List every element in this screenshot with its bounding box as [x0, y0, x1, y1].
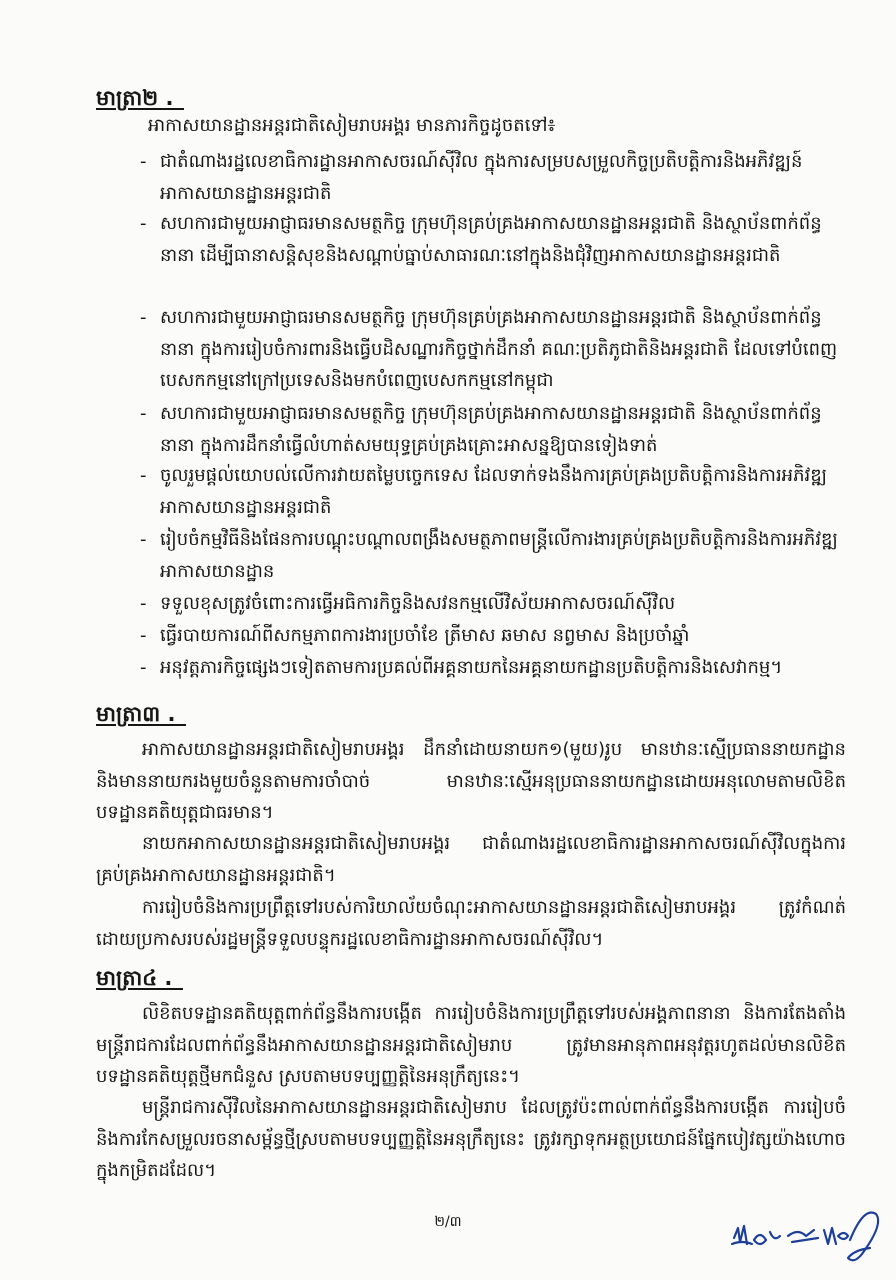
article-3-paragraph-1: អាកាសយានដ្ឋានអន្តរជាតិសៀមរាបអង្គរ ដឹកនាំដោយនាយក១(មួយ)រូប មានឋានៈស្មើប្រធាននាយកដ្ឋាន និងមាននាយករងមួយចំនួនតាមការចាំបាច់ មានឋានៈស្មើអនុប្រធាននាយកដ្ឋានដោយអនុលោមតាមលិខិតបទដ្ឋានគតិយុត្តជាធរមាន។: [96, 739, 846, 823]
article-3-paragraph-2: នាយកអាកាសយានដ្ឋានអន្តរជាតិសៀមរាបអង្គរ ជាតំណាងរដ្ឋលេខាធិការដ្ឋានអាកាសចរណ៍ស៊ីវិលក្នុងការគ្រប់គ្រងអាកាសយានដ្ឋានអន្តរជាតិ។: [96, 833, 846, 886]
article-2-bullet-6: - រៀបចំកម្មវិធីនិងផែនការបណ្តុះបណ្តាលពង្រឹងសមត្ថភាពមន្ត្រីលើការងារគ្រប់គ្រងប្រតិបត្តិការនិងការអភិវឌ្ឍអាកាសយានដ្ឋាន: [140, 529, 838, 582]
article-3-heading: មាត្រា៣ ._: [96, 702, 186, 726]
article-4-paragraph-2: មន្ត្រីរាជការស៊ីវិលនៃអាកាសយានដ្ឋានអន្តរជាតិសៀមរាប ដែលត្រូវប៉ះពាល់ពាក់ព័ន្ធនឹងការបង្កើត ការរៀបចំនិងការកែសម្រួលរចនាសម្ព័ន្ធថ្មីស្របតាមបទប្បញ្ញត្តិនៃអនុក្រឹត្យនេះ ត្រូវរក្សាទុកអត្ថប្រយោជន៍ផ្នែកបៀវត្សយ៉ាងហោចក្នុងកម្រិតដដែល។: [96, 1097, 846, 1181]
handwritten-initials-signature: [724, 1200, 884, 1270]
article-2-bullet-2: - សហការជាមួយអាជ្ញាធរមានសមត្ថកិច្ច ក្រុមហ៊ុនគ្រប់គ្រងអាកាសយានដ្ឋានអន្តរជាតិ និងស្ថាប័នពាក់ព័ន្ធនានា ដើម្បីធានាសន្តិសុខនិងសណ្តាប់ធ្នាប់សាធារណៈនៅក្នុងនិងជុំវិញអាកាសយានដ្ឋានអន្តរជាតិ: [140, 213, 822, 266]
article-2-intro: អាកាសយានដ្ឋានអន្តរជាតិសៀមរាបអង្គរ មានភារកិច្ចដូចតទៅ៖: [148, 115, 556, 136]
article-2-bullet-4: - សហការជាមួយអាជ្ញាធរមានសមត្ថកិច្ច ក្រុមហ៊ុនគ្រប់គ្រងអាកាសយានដ្ឋានអន្តរជាតិ និងស្ថាប័នពាក់ព័ន្ធនានា ក្នុងការដឹកនាំធ្វើលំហាត់សមយុទ្ធគ្រប់គ្រងគ្រោះអាសន្នឱ្យបានទៀងទាត់: [140, 403, 822, 456]
article-4-heading: មាត្រា៤ ._: [96, 966, 183, 990]
article-2-heading: មាត្រា២ ._: [96, 86, 184, 110]
article-2-bullet-3: - សហការជាមួយអាជ្ញាធរមានសមត្ថកិច្ច ក្រុមហ៊ុនគ្រប់គ្រងអាកាសយានដ្ឋានអន្តរជាតិ និងស្ថាប័នពាក់ព័ន្ធនានា ក្នុងការរៀបចំការពារនិងធ្វើបដិសណ្ឋារកិច្ចថ្នាក់ដឹកនាំ គណៈប្រតិភូជាតិនិងអន្តរជាតិ ដែលទៅបំពេញបេសកកម្មនៅក្រៅប្រទេសនិងមកបំពេញបេសកកម្មនៅកម្ពុជា: [140, 307, 838, 391]
article-2-bullet-8: - ធ្វើរបាយការណ៍ពីសកម្មភាពការងារប្រចាំខែ ត្រីមាស ឆមាស នព្វមាស និងប្រចាំឆ្នាំ: [140, 625, 690, 646]
article-2-bullet-7: - ទទួលខុសត្រូវចំពោះការធ្វើអធិការកិច្ចនិងសវនកម្មលើវិស័យអាកាសចរណ៍ស៊ីវិល: [140, 593, 676, 614]
article-2-bullet-1: - ជាតំណាងរដ្ឋលេខាធិការដ្ឋានអាកាសចរណ៍ស៊ីវិល ក្នុងការសម្របសម្រួលកិច្ចប្រតិបត្តិការនិងអភិវឌ្ឍន៍អាកាសយានដ្ឋានអន្តរជាតិ: [140, 151, 803, 204]
article-2-bullet-9: - អនុវត្តភារកិច្ចផ្សេងៗទៀតតាមការប្រគល់ពីអគ្គនាយកនៃអគ្គនាយកដ្ឋានប្រតិបត្តិការនិងសេវាកម្ម។: [140, 657, 783, 678]
page-number: ២/៣: [434, 1214, 462, 1230]
article-4-paragraph-1: លិខិតបទដ្ឋានគតិយុត្តពាក់ព័ន្ធនឹងការបង្កើត ការរៀបចំនិងការប្រព្រឹត្តទៅរបស់អង្គភាពនានា និងការតែងតាំងមន្ត្រីរាជការដែលពាក់ព័ន្ធនឹងអាកាសយានដ្ឋានអន្តរជាតិសៀមរាប ត្រូវមានអានុភាពអនុវត្តរហូតដល់មានលិខិតបទដ្ឋានគតិយុត្តថ្មីមកជំនួស ស្របតាមបទប្បញ្ញត្តិនៃអនុក្រឹត្យនេះ។: [96, 1003, 846, 1087]
article-3-paragraph-3: ការរៀបចំនិងការប្រព្រឹត្តទៅរបស់ការិយាល័យចំណុះអាកាសយានដ្ឋានអន្តរជាតិសៀមរាបអង្គរ ត្រូវកំណត់ដោយប្រកាសរបស់រដ្ឋមន្ត្រីទទួលបន្ទុករដ្ឋលេខាធិការដ្ឋានអាកាសចរណ៍ស៊ីវិល។: [96, 897, 846, 950]
article-2-bullet-5: - ចូលរួមផ្តល់យោបល់លើការវាយតម្លៃបច្ចេកទេស ដែលទាក់ទងនឹងការគ្រប់គ្រងប្រតិបត្តិការនិងការអភិវឌ្ឍអាកាសយានដ្ឋានអន្តរជាតិ: [140, 465, 828, 518]
